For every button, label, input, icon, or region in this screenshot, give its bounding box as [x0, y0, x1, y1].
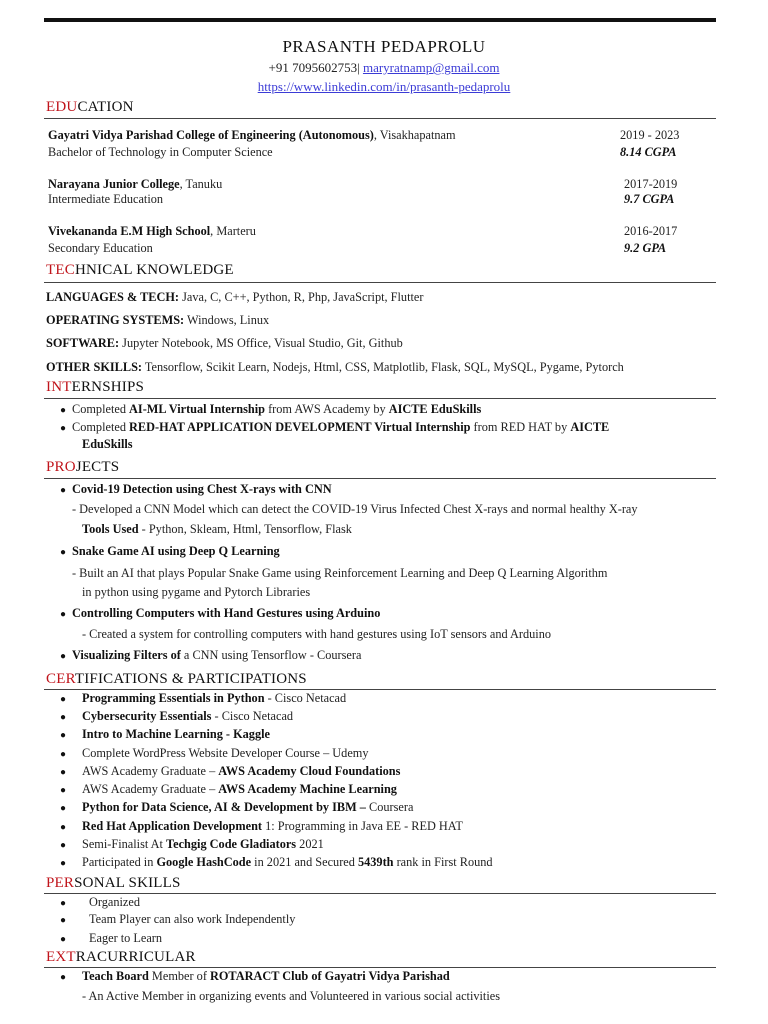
- section-divider: [44, 118, 716, 119]
- personal-skill: Team Player can also work Independently: [89, 912, 296, 926]
- section-divider: [44, 282, 716, 283]
- project-title: Covid-19 Detection using Chest X-rays with CNN: [72, 482, 332, 496]
- section-divider: [44, 689, 716, 690]
- certification-item: Cybersecurity Essentials - Cisco Netacad: [82, 709, 294, 723]
- bullet-icon: ●: [60, 547, 67, 558]
- education-years: 2017-2019: [624, 177, 678, 191]
- bullet-icon: ●: [60, 405, 67, 416]
- section-divider: [44, 398, 716, 399]
- section-personal-heading: PERSONAL SKILLS: [46, 875, 181, 891]
- bullet-icon: ●: [60, 898, 67, 909]
- education-years: 2019 - 2023: [620, 128, 680, 142]
- bullet-icon: ●: [60, 840, 67, 851]
- section-education-heading: EDUCATION: [46, 99, 134, 115]
- email-link[interactable]: maryratnamp@gmail.com: [362, 60, 500, 75]
- section-divider: [44, 893, 716, 894]
- project-title: Visualizing Filters of a CNN using Tensorflow - Coursera: [72, 648, 362, 662]
- project-description: - Developed a CNN Model which can detect the COVID-19 Virus Infected Chest X-rays and normal healthy X-ray: [72, 502, 638, 516]
- certification-item: Red Hat Application Development 1: Programming in Java EE - RED HAT: [82, 819, 463, 833]
- education-degree: Bachelor of Technology in Computer Science: [48, 145, 273, 159]
- tech-row: OPERATING SYSTEMS: Windows, Linux: [46, 313, 270, 327]
- bullet-icon: ●: [60, 694, 67, 705]
- certification-item: Participated in Google HashCode in 2021 and Secured 5439th rank in First Round: [82, 855, 493, 869]
- bullet-icon: ●: [60, 423, 67, 434]
- education-score: 8.14 CGPA: [620, 145, 677, 159]
- section-divider: [44, 967, 716, 968]
- bullet-icon: ●: [60, 972, 67, 983]
- section-certifications-heading: CERTIFICATIONS & PARTICIPATIONS: [46, 671, 307, 687]
- bullet-icon: ●: [60, 485, 67, 496]
- education-score: 9.7 CGPA: [624, 192, 675, 206]
- project-title: Controlling Computers with Hand Gestures using Arduino: [72, 606, 381, 620]
- internship-item-continued: EduSkills: [82, 437, 133, 451]
- contact-line: [0, 60, 768, 76]
- tech-row: SOFTWARE: Jupyter Notebook, MS Office, Visual Studio, Git, Github: [46, 336, 403, 350]
- bullet-icon: ●: [60, 785, 67, 796]
- education-school: Narayana Junior College, Tanuku: [48, 177, 223, 191]
- education-school: Vivekananda E.M High School, Marteru: [48, 224, 256, 238]
- bullet-icon: ●: [60, 730, 67, 741]
- certification-item: AWS Academy Graduate – AWS Academy Cloud Foundations: [82, 764, 401, 778]
- tech-row: LANGUAGES & TECH: Java, C, C++, Python, R, Php, JavaScript, Flutter: [46, 290, 424, 304]
- education-years: 2016-2017: [624, 224, 678, 238]
- bullet-icon: ●: [60, 822, 67, 833]
- certification-item: Intro to Machine Learning - Kaggle: [82, 727, 270, 741]
- section-technical-heading: TECHNICAL KNOWLEDGE: [46, 262, 234, 278]
- project-tools: Tools Used - Python, Skleam, Html, Tensorflow, Flask: [82, 522, 352, 536]
- certification-item: Python for Data Science, AI & Development by IBM – Coursera: [82, 800, 414, 814]
- extracurricular-description: - An Active Member in organizing events and Volunteered in various social activities: [82, 989, 500, 1003]
- project-description: - Created a system for controlling computers with hand gestures using IoT sensors and Arduino: [82, 627, 552, 641]
- bullet-icon: ●: [60, 609, 67, 620]
- phone-number: +91 7095602753|: [268, 60, 360, 75]
- internship-item: Completed RED-HAT APPLICATION DEVELOPMENT Virtual Internship from RED HAT by AICTE: [72, 420, 610, 434]
- project-title: Snake Game AI using Deep Q Learning: [72, 544, 280, 558]
- tech-row: OTHER SKILLS: Tensorflow, Scikit Learn, Nodejs, Html, CSS, Matplotlib, Flask, SQL, MySQL, Pygame, Pytorch: [46, 360, 624, 374]
- personal-skill: Eager to Learn: [89, 931, 163, 945]
- internship-item: Completed AI-ML Virtual Internship from AWS Academy by AICTE EduSkills: [72, 402, 482, 416]
- bullet-icon: ●: [60, 915, 67, 926]
- certification-item: Semi-Finalist At Techgig Code Gladiators 2021: [82, 837, 324, 851]
- section-projects-heading: PROJECTS: [46, 459, 120, 475]
- bullet-icon: ●: [60, 712, 67, 723]
- section-internships-heading: INTERNSHIPS: [46, 379, 145, 395]
- project-description: - Built an AI that plays Popular Snake Game using Reinforcement Learning and Deep Q Learning Algorithm: [72, 566, 608, 580]
- education-school: Gayatri Vidya Parishad College of Engineering (Autonomous), Visakhapatnam: [48, 128, 456, 142]
- bullet-icon: ●: [60, 803, 67, 814]
- candidate-name: PRASANTH PEDAPROLU: [282, 37, 486, 56]
- bullet-icon: ●: [60, 767, 67, 778]
- bullet-icon: ●: [60, 651, 67, 662]
- project-description: in python using pygame and Pytorch Libraries: [82, 585, 311, 599]
- personal-skill: Organized: [89, 895, 140, 909]
- education-degree: Secondary Education: [48, 241, 153, 255]
- linkedin-link[interactable]: https://www.linkedin.com/in/prasanth-pedaprolu: [257, 79, 511, 94]
- section-extracurricular-heading: EXTRACURRICULAR: [46, 949, 196, 965]
- education-score: 9.2 GPA: [624, 241, 667, 255]
- header-top-rule: [44, 18, 716, 22]
- bullet-icon: ●: [60, 749, 67, 760]
- education-degree: Intermediate Education: [48, 192, 164, 206]
- extracurricular-item: Teach Board Member of ROTARACT Club of Gayatri Vidya Parishad: [82, 969, 450, 983]
- bullet-icon: ●: [60, 858, 67, 869]
- section-divider: [44, 478, 716, 479]
- certification-item: Programming Essentials in Python - Cisco Netacad: [82, 691, 347, 705]
- certification-item: Complete WordPress Website Developer Course – Udemy: [82, 746, 369, 760]
- bullet-icon: ●: [60, 934, 67, 945]
- certification-item: AWS Academy Graduate – AWS Academy Machine Learning: [82, 782, 397, 796]
